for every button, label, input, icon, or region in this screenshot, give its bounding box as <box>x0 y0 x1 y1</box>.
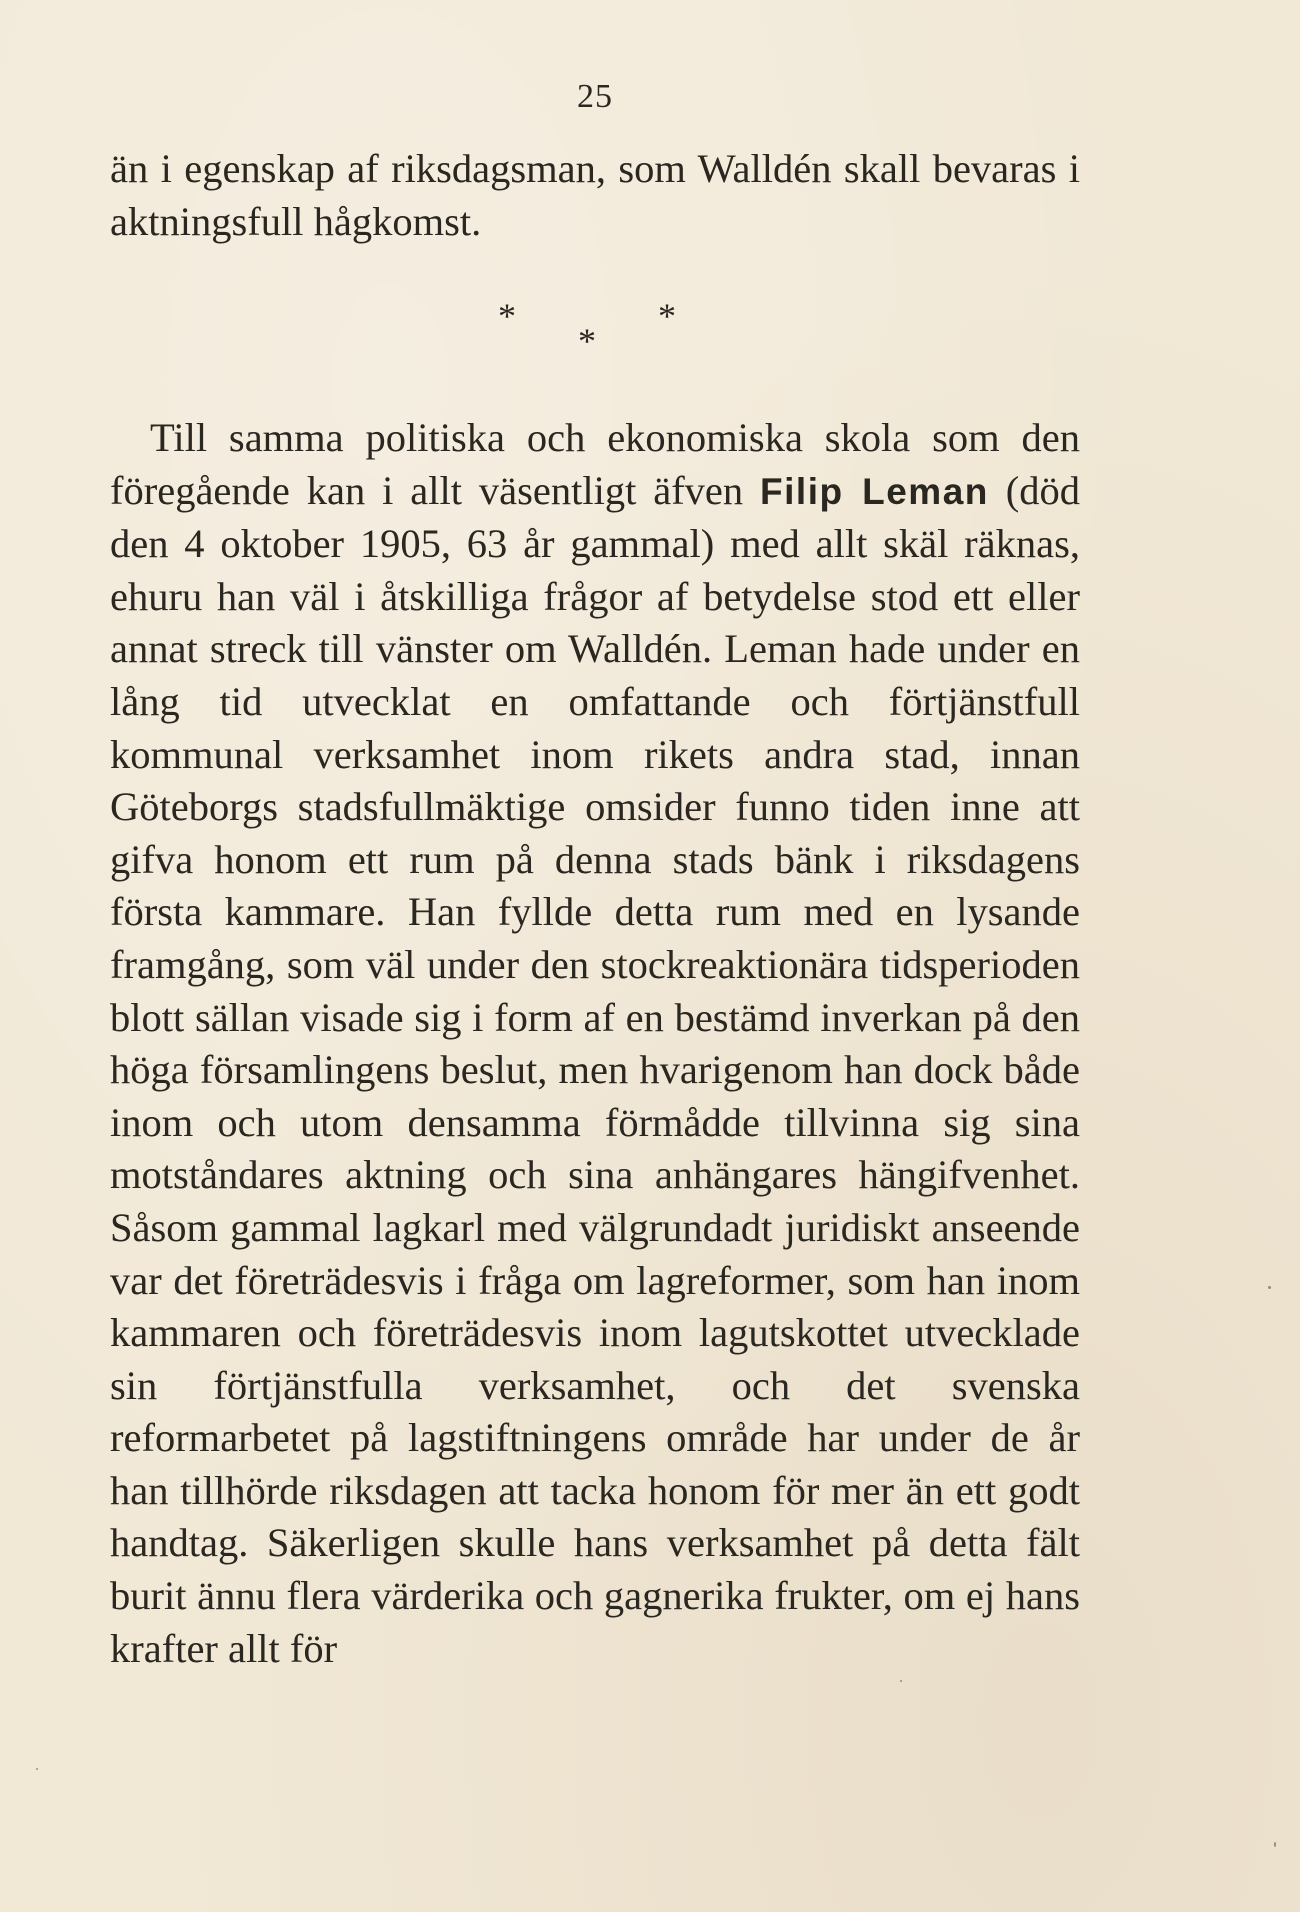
paper-speck <box>1274 1842 1276 1847</box>
person-name: Filip Leman <box>760 470 989 512</box>
main-paragraph <box>110 412 1080 1675</box>
asterisk-left: * <box>498 296 516 336</box>
main-paragraph-text <box>110 412 1080 1675</box>
page-number: 25 <box>577 78 613 115</box>
paper-speck <box>36 1768 38 1770</box>
asterisk-right: * <box>658 296 676 336</box>
section-separator-asterism <box>480 295 700 365</box>
asterisk-middle: * <box>578 321 596 361</box>
continued-paragraph-text: än i egenskap af riksdagsman, som Walldén skall bevaras i aktningsfull hågkomst. <box>110 146 1080 244</box>
paragraph-text-after-name: (död den 4 oktober 1905, 63 år gammal) med allt skäl räknas, ehuru han väl i åtskilliga frågor af betydelse stod ett eller annat streck till vänster om Walldén. Leman hade under en lång tid utvecklat en omfattande och förtjänstfull kommunal verksamhet inom rikets andra stad, innan Göteborgs stadsfullmäktige omsider funno tiden inne att gifva honom ett rum på denna stads bänk i riksdagens första kammare. Han fyllde detta rum med en lysande framgång, som väl under den stockreaktionära tidsperioden blott sällan visade sig i form af en bestämd inverkan på den höga församlingens beslut, men hvarigenom han dock både inom och utom densamma förmådde tillvinna sig sina motståndares aktning och sina anhängares hängifvenhet. Såsom gammal lagkarl med välgrundadt juridiskt anseende var det företrädesvis i fråga om lagreformer, som han inom kammaren och företrädesvis inom lagutskottet utvecklade sin förtjänstfulla verksamhet, och det svenska reformarbetet på lagstiftningens område har under de år han tillhörde riksdagen att tacka honom för mer än ett godt handtag. Säkerligen skulle hans verksamhet på detta fält burit ännu flera värderika och gagnerika frukter, om ej hans krafter allt för <box>110 467 1081 1671</box>
paper-speck <box>900 1680 902 1682</box>
continued-paragraph <box>110 143 1080 248</box>
paragraph-text-before-name: Till samma politiska och ekonomiska skola som den föregående kan i allt väsentligt äfven <box>110 415 1080 513</box>
paper-speck <box>1268 1286 1271 1289</box>
